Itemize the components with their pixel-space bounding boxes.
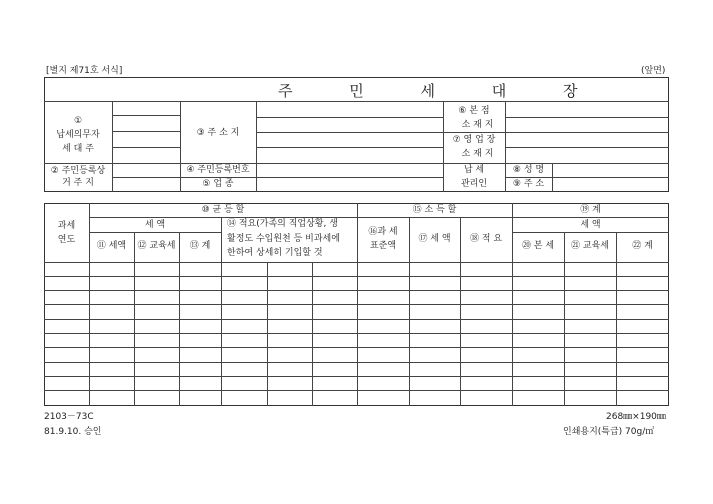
- taxpayer-label: 납세의무자: [56, 130, 100, 140]
- col-total-sum: ㉒ 계: [632, 241, 653, 251]
- remarks-header-3: 한하여 상세히 기입할 것: [227, 248, 323, 258]
- tax-year-label: 과세: [57, 221, 76, 231]
- tax-year-label-2: 연도: [57, 235, 76, 245]
- tax-agent-label-2: 관리인: [460, 179, 488, 189]
- head-office-label: ⑥ 본 점: [458, 106, 490, 116]
- remarks-header-2: 활정도 수입원천 등 비과세에: [227, 234, 340, 244]
- workplace-location-label: 소 재 지: [461, 149, 494, 159]
- paper-spec: 인쇄용지(특급) 70g/㎡: [563, 427, 655, 437]
- income-levy-header: ⑮ 소 득 할: [412, 205, 457, 215]
- col-base-tax: ⑳ 본 세: [521, 241, 555, 251]
- page-title: 주 민 세 대 장: [278, 82, 604, 100]
- household-head-label: 세 대 주: [62, 144, 94, 154]
- agent-address-label: ⑨ 주 소: [512, 179, 545, 189]
- col-tax-amount: ⑪ 세액: [96, 241, 127, 251]
- paper-size: 268㎜×190㎜: [606, 412, 666, 422]
- equal-levy-header: ⑩ 균 등 할: [201, 205, 245, 215]
- form-number: [별지 제71호 서식]: [46, 66, 123, 76]
- tax-amount-header: 세 액: [144, 220, 166, 230]
- col-education-tax: ⑫ 교육세: [137, 241, 176, 251]
- approval-date: 81.9.10. 승인: [44, 427, 102, 437]
- resident-number-label: ④ 주민등록번호: [186, 165, 250, 175]
- col-tax-base-2: 표준액: [369, 241, 397, 251]
- business-type-label: ⑤ 업 종: [202, 179, 234, 189]
- col-sum: ⑬ 계: [189, 241, 211, 251]
- total-header: ⑲ 계: [580, 205, 601, 215]
- front-side-label: (앞면): [641, 66, 666, 76]
- workplace-label: ⑦ 영 업 장: [452, 135, 496, 145]
- form-code: 2103－73C: [44, 412, 94, 422]
- remarks-header-1: ⑭ 적요(가족의 직업상황, 생: [227, 219, 338, 229]
- total-tax-amount-header: 세 액: [580, 220, 601, 230]
- head-office-location-label: 소 재 지: [461, 120, 494, 130]
- col-income-remarks: ⑱ 적 요: [469, 234, 503, 244]
- residence-label: 거 주 지: [62, 178, 94, 188]
- col-income-tax-amount: ⑰ 세 액: [418, 234, 451, 244]
- tax-agent-label: 납 세: [463, 165, 485, 175]
- col-total-education-tax: ㉑ 교육세: [571, 241, 609, 251]
- col-tax-base: ⑯과 세: [368, 227, 398, 237]
- address-label: ③ 주 소 지: [196, 128, 240, 138]
- name-label: ⑧ 성 명: [512, 165, 545, 175]
- registered-residence-label: ② 주민등록상: [50, 166, 106, 176]
- taxpayer-number: ①: [73, 116, 83, 126]
